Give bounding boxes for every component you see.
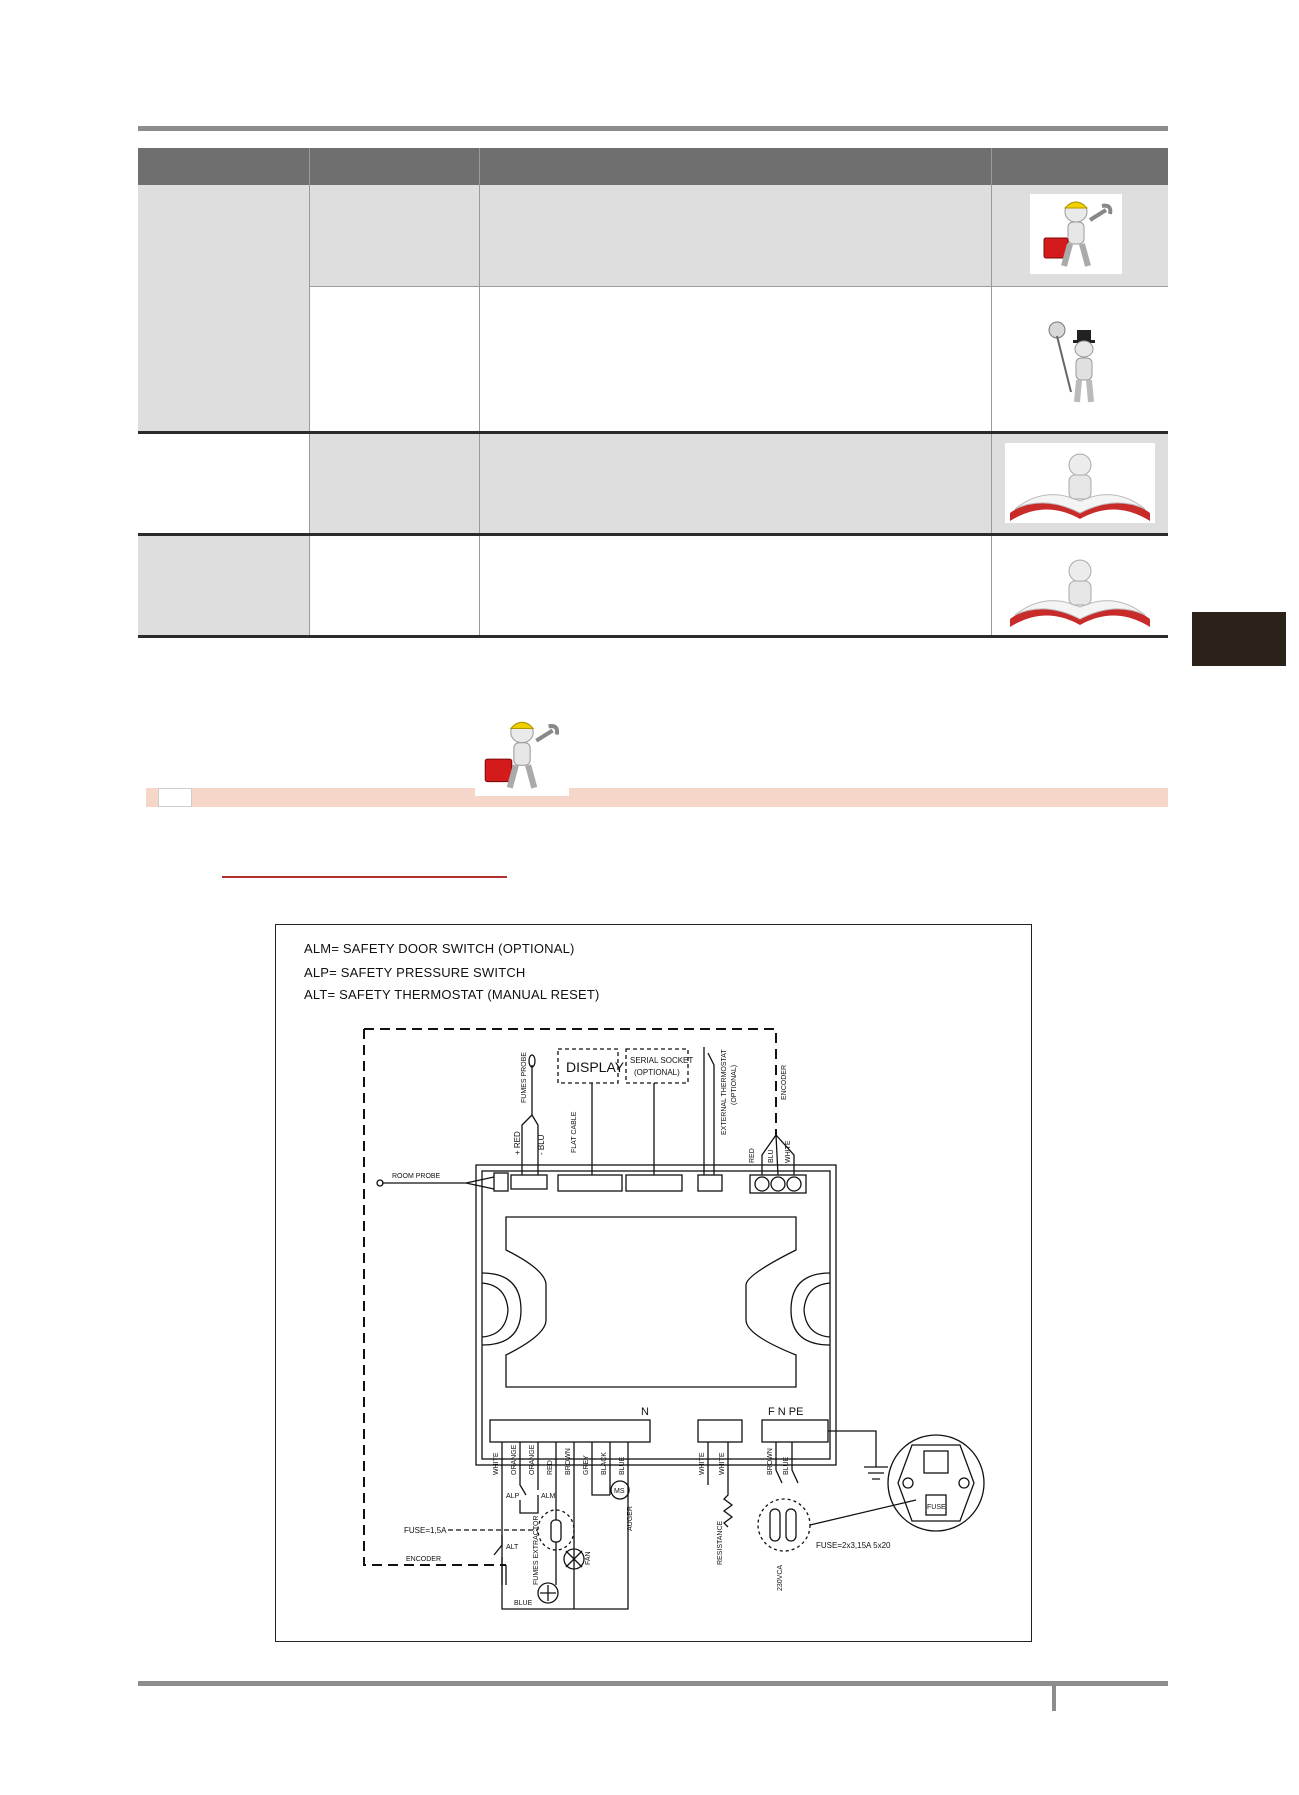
encoder-bottom-label: ENCODER <box>406 1556 442 1563</box>
ms-label: MS <box>614 1488 625 1495</box>
link-underline[interactable] <box>222 876 507 878</box>
wire-black-label: BLACK <box>601 1452 608 1475</box>
reading-book-icon <box>1005 549 1155 629</box>
resistance-white1-label: WHITE <box>699 1452 706 1475</box>
auger-label: AUGER <box>627 1506 634 1531</box>
wiring-diagram <box>275 924 1032 1642</box>
wire-red-label: RED <box>547 1460 554 1475</box>
bottom-rule <box>138 1681 1168 1686</box>
display-label: DISPLAY <box>566 1059 625 1075</box>
fan-label: FAN <box>585 1551 592 1565</box>
power-blue-label: BLUE <box>783 1456 790 1475</box>
legend-alm: ALM= SAFETY DOOR SWITCH (OPTIONAL) <box>304 941 575 956</box>
table-header-row <box>138 148 1168 185</box>
serial-socket-label: SERIAL SOCKET <box>630 1056 694 1065</box>
section-number-box <box>158 788 192 807</box>
wire-brown-label: BROWN <box>565 1448 572 1475</box>
technician-with-toolbox-icon <box>1030 194 1122 274</box>
blu-minus-label: - BLU <box>537 1134 546 1155</box>
fuse-1-label: FUSE=1,5A <box>404 1526 447 1535</box>
serial-optional-label: (OPTIONAL) <box>634 1068 680 1077</box>
wire-orange2-label: ORANGE <box>529 1444 536 1475</box>
blue-bottom-label: BLUE <box>514 1600 533 1607</box>
alm-label: ALM <box>541 1493 556 1500</box>
resistance-label: RESISTANCE <box>717 1520 724 1565</box>
chimney-sweep-icon <box>1043 316 1109 406</box>
fuse-box-label: FUSE <box>927 1504 946 1511</box>
power-brown-label: BROWN <box>767 1448 774 1475</box>
fnpe-label: F N PE <box>768 1406 804 1418</box>
n-label: N <box>641 1406 649 1418</box>
maintenance-table <box>138 148 1168 638</box>
enc-blu-label: BLU <box>768 1149 775 1163</box>
legend-alt: ALT= SAFETY THERMOSTAT (MANUAL RESET) <box>304 987 600 1002</box>
wire-grey-label: GREY <box>583 1455 590 1475</box>
external-thermostat-label: EXTERNAL THERMOSTAT <box>721 1049 728 1135</box>
table-cell-row4a <box>138 536 309 635</box>
page-number-divider <box>1052 1681 1056 1711</box>
enc-red-label: RED <box>749 1148 756 1163</box>
table-cell-row3a <box>138 434 309 533</box>
enc-white-label: WHITE <box>785 1140 792 1163</box>
wiring-schematic <box>276 925 1031 1641</box>
fumes-probe-label: FUMES PROBE <box>521 1052 528 1103</box>
wire-orange1-label: ORANGE <box>511 1444 518 1475</box>
technician-with-toolbox-icon <box>475 714 569 796</box>
flat-cable-label: FLAT CABLE <box>571 1111 578 1153</box>
encoder-top-label: ENCODER <box>781 1064 788 1100</box>
wire-white-label: WHITE <box>493 1452 500 1475</box>
legend-alp: ALP= SAFETY PRESSURE SWITCH <box>304 965 526 980</box>
alt-label: ALT <box>506 1544 519 1551</box>
chapter-tab <box>1192 612 1286 666</box>
voltage-label: 230VCA <box>777 1564 784 1591</box>
fuse-2-label: FUSE=2x3,15A 5x20 <box>816 1541 891 1550</box>
ext-optional-label: (OPTIONAL) <box>731 1064 738 1105</box>
wire-blue-label: BLUE <box>619 1456 626 1475</box>
section-number-box <box>138 788 146 807</box>
section-bar <box>138 788 1168 807</box>
room-probe-label: ROOM PROBE <box>392 1173 441 1180</box>
alp-label: ALP <box>506 1493 520 1500</box>
fumes-extractor-label: FUMES EXTRACTOR <box>533 1515 540 1585</box>
table-cell-row1b <box>309 286 1168 431</box>
top-rule <box>138 126 1168 131</box>
resistance-white2-label: WHITE <box>719 1452 726 1475</box>
reading-book-icon <box>1005 443 1155 523</box>
red-plus-label: + RED <box>513 1131 522 1155</box>
